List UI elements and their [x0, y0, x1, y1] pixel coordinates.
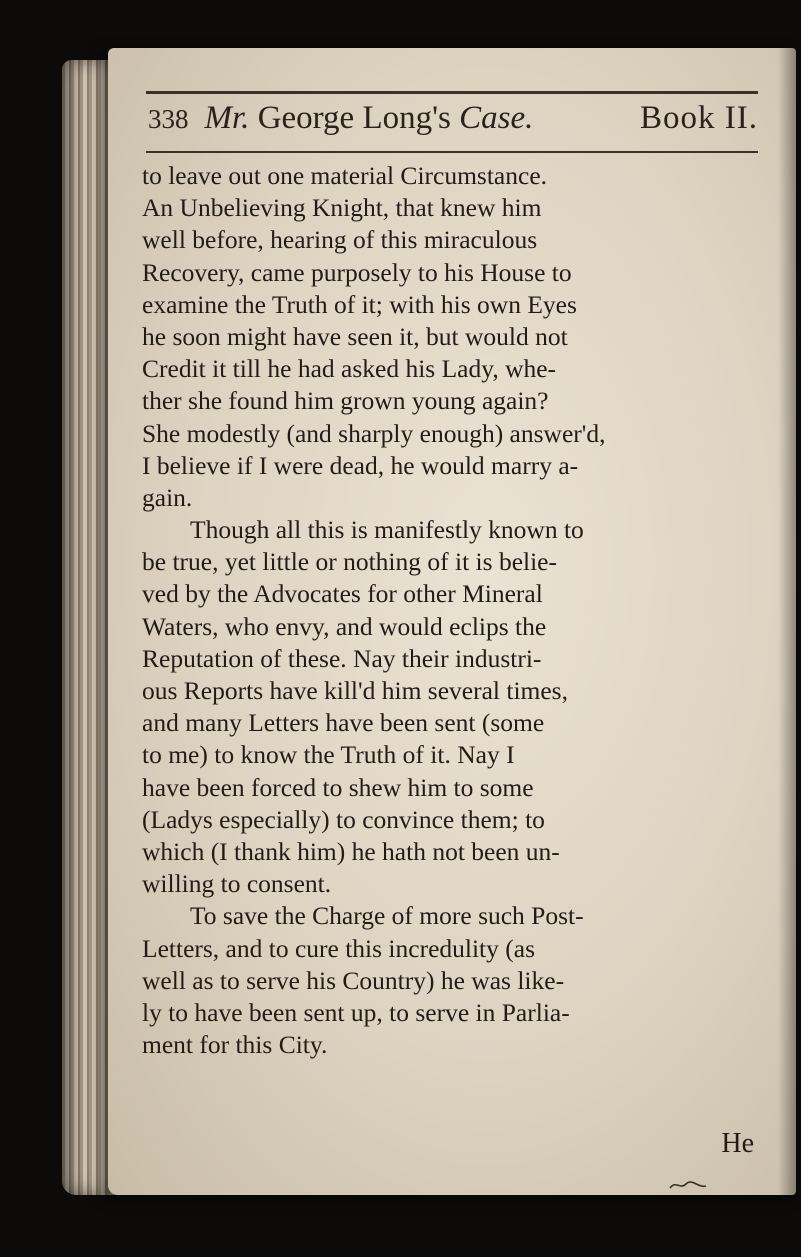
book-page [108, 48, 796, 1195]
text-line: Waters, who envy, and would eclips the [142, 611, 547, 641]
body-text [142, 160, 762, 1061]
text-line: ther she found him grown young again? [142, 386, 549, 416]
text-line: examine the Truth of it; with his own Eyes [142, 289, 577, 319]
text-line: well before, hearing of this miraculous [142, 225, 538, 255]
text-line: he soon might have seen it, but would not [142, 321, 568, 351]
text-line: ous Reports have kill'd him several times, [142, 676, 568, 705]
text-line: gain. [142, 482, 193, 512]
text-line: An Unbelieving Knight, that knew him [142, 193, 542, 223]
text-line: willing to consent. [142, 869, 332, 899]
running-title [205, 100, 534, 137]
text-line: to leave out one material Circumstance. [142, 161, 548, 190]
ink-mark [668, 1178, 708, 1192]
paragraph-start-line: To save the Charge of more such Post- [190, 901, 584, 931]
text-line: which (I thank him) he hath not been un- [142, 836, 560, 866]
running-title-suffix: Case. [459, 100, 534, 136]
text-line: well as to serve his Country) he was like- [142, 965, 565, 995]
text-line: (Ladys especially) to convince them; to [142, 804, 545, 834]
book-label: Book II. [640, 100, 758, 136]
text-line: to me) to know the Truth of it. Nay I [142, 740, 515, 770]
text-line: Letters, and to cure this incredulity (as [142, 933, 535, 963]
text-line: Credit it till he had asked his Lady, whe- [142, 354, 557, 384]
text-line: She modestly (and sharply enough) answer'd, [142, 418, 606, 448]
text-line: ment for this City. [142, 1030, 328, 1060]
header-rule-top [146, 91, 758, 94]
text-line: ved by the Advocates for other Mineral [142, 579, 543, 609]
text-line: and many Letters have been sent (some [142, 708, 545, 738]
text-line: be true, yet little or nothing of it is belie- [142, 547, 557, 577]
catchword: He [721, 1128, 754, 1159]
running-title-prefix: Mr. [204, 100, 250, 136]
text-line: Reputation of these. Nay their industri- [142, 643, 542, 673]
running-title-name: George Long's [257, 100, 451, 136]
page-number: 338 [148, 104, 189, 134]
text-line: Recovery, came purposely to his House to [142, 257, 572, 287]
header-rule-bottom [146, 151, 758, 153]
page-header [148, 100, 758, 156]
text-line: have been forced to shew him to some [142, 772, 534, 802]
paragraph-start-line: Though all this is manifestly known to [190, 515, 584, 545]
text-line: I believe if I were dead, he would marry a- [142, 450, 579, 480]
text-line: ly to have been sent up, to serve in Parlia- [142, 997, 570, 1027]
